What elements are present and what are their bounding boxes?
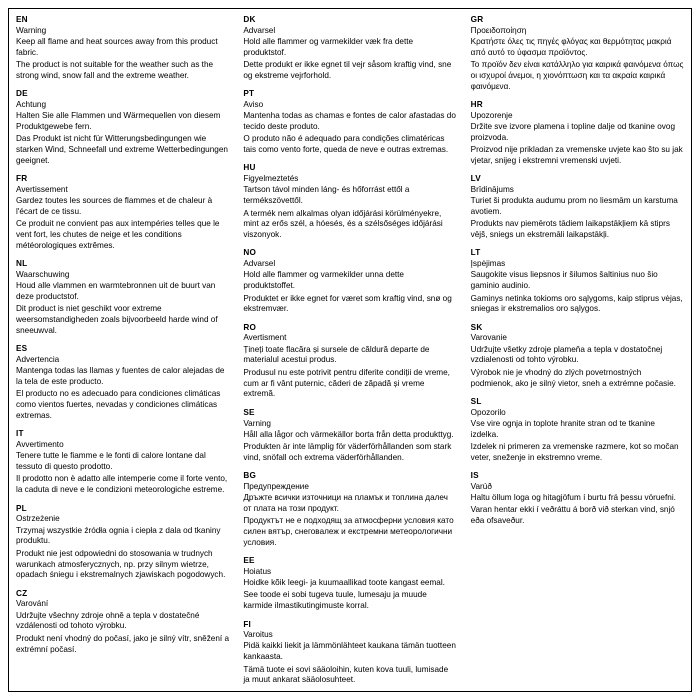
- language-code: PT: [243, 89, 255, 99]
- warning-body: [243, 270, 456, 315]
- language-entry-de: [16, 89, 229, 167]
- language-code: EE: [243, 556, 255, 566]
- warning-line: Продуктът не е подходящ за атмосферни условия като силен вятър, снеговалеж и екстремни метеорологични условия.: [243, 516, 454, 547]
- language-entry-ee: [243, 556, 456, 612]
- language-code: SL: [470, 396, 482, 406]
- language-code: PL: [16, 503, 27, 513]
- language-code: NL: [16, 259, 28, 269]
- language-entry-pt: [243, 89, 456, 156]
- warning-line: Produkten är inte lämplig för väderförhållanden som stark vind, snöfall och extrema väderförhållanden.: [243, 441, 452, 462]
- warning-line: Κρατήστε όλες τις πηγές φλόγας και θερμότητας μακριά από αυτό το ύφασμα προϊόντος.: [470, 36, 672, 57]
- warning-line: Keep all flame and heat sources away from this product fabric.: [16, 36, 218, 57]
- warning-heading: Varning: [243, 418, 271, 428]
- warning-body: [16, 196, 229, 252]
- warning-line: Tämä tuote ei sovi sääoloihin, kuten kova tuuli, lumisade ja muut ankarat sääolosuhteet.: [243, 664, 449, 685]
- warning-body: [16, 37, 229, 82]
- language-entry-sl: [471, 397, 684, 464]
- language-entry-sk: [471, 323, 684, 390]
- language-entry-fr: [16, 174, 229, 252]
- warning-line: Udržujte všetky zdroje plameňa a tepla v dostatočnej vzdialenosti od tohto výrobku.: [470, 344, 663, 365]
- column-right: [464, 9, 691, 691]
- language-entry-lv: [471, 174, 684, 241]
- warning-line: Pidä kaikki liekit ja lämmönlähteet kaukana tämän tuotteen kankaasta.: [243, 641, 456, 662]
- column-left: [9, 9, 236, 691]
- language-code: DK: [243, 15, 256, 24]
- language-entry-lt: [471, 248, 684, 315]
- warning-heading: Waarschuwing: [16, 270, 70, 280]
- warning-line: Το προϊόν δεν είναι κατάλληλο για καιρικά φαινόμενα όπως οι ισχυροί άνεμοι, η χιονόπτωση και τα ακραία καιρικά φαινόμενα.: [470, 60, 684, 91]
- warning-body: [471, 196, 684, 241]
- warning-heading: Advertencia: [16, 355, 60, 365]
- warning-line: Hold alle flammer og varmekilder væk fra dette produktstof.: [243, 36, 414, 57]
- warning-heading: Avvertimento: [16, 440, 64, 450]
- warning-line: The product is not suitable for the weather such as the strong wind, snow fall and the extreme weather.: [16, 60, 214, 80]
- warning-body: [16, 611, 229, 656]
- warning-body: [16, 366, 229, 422]
- language-code: IT: [16, 429, 24, 439]
- language-code: HR: [470, 100, 483, 110]
- warning-heading: Avertisment: [243, 333, 287, 343]
- language-code: RO: [243, 322, 257, 332]
- language-entry-it: [16, 429, 229, 496]
- warning-line: Produsul nu este potrivit pentru diferite condiții de vreme, cum ar fi vânt puternic, căderi de zăpadă și vreme extremă.: [243, 367, 450, 399]
- language-code: ES: [16, 344, 28, 354]
- language-code: LV: [470, 174, 481, 184]
- warning-line: Proizvod nije prikladan za vremenske uvjete kao što su jak vjetar, snijeg i ekstremni vremenski uvjeti.: [470, 145, 683, 165]
- warning-line: El producto no es adecuado para condiciones climáticas como vientos fuertes, nevadas y condiciones climáticas extremas.: [16, 389, 221, 421]
- warning-line: Hoidke kõik leegi- ja kuumaallikad toote kangast eemal.: [243, 578, 445, 588]
- language-code: LT: [470, 248, 481, 258]
- warning-line: Țineți toate flacăra și sursele de căldură departe de materialul acestui produs.: [243, 344, 430, 365]
- language-code: EN: [16, 15, 28, 24]
- warning-line: Hold alle flammer og varmekilder unna dette produktstoffet.: [243, 270, 404, 291]
- language-entry-nl: [16, 259, 229, 337]
- warning-body: [471, 419, 684, 464]
- warning-body: [471, 493, 684, 527]
- warning-line: Produkts nav piemērots tādiem laikapstākļiem kā stiprs vējš, sniegs un ekstremāli laikapstākļi.: [470, 219, 670, 240]
- warning-heading: Aviso: [243, 99, 264, 109]
- warning-line: Držite sve izvore plamena i topline dalje od tkanine ovog proizvoda.: [470, 121, 676, 142]
- language-code: CZ: [16, 588, 28, 598]
- warning-body: [243, 493, 456, 549]
- warning-line: See toode ei sobi tugeva tuule, lumesaju ja muude karmide ilmastikutingimuste korral.: [243, 590, 427, 611]
- warning-line: Trzymaj wszystkie źródła ognia i ciepła z dala od tkaniny produktu.: [16, 525, 221, 546]
- warning-line: Mantenha todas as chamas e fontes de calor afastadas do tecido deste produto.: [243, 111, 456, 131]
- warning-line: Tartson távol minden láng- és hőforrást ettől a termékszövettől.: [243, 185, 410, 206]
- language-entry-cz: [16, 589, 229, 656]
- language-code: NO: [243, 248, 257, 258]
- warning-line: Vse vire ognja in toplote hranite stran od te tkanine izdelka.: [470, 418, 655, 439]
- warning-heading: Hoiatus: [243, 566, 272, 576]
- language-code: SE: [243, 407, 255, 417]
- warning-heading: Opozorilo: [470, 407, 506, 417]
- warning-heading: Upozorenje: [470, 110, 513, 120]
- warning-heading: Advarsel: [243, 259, 276, 269]
- warning-heading: Varovanie: [470, 333, 507, 343]
- language-entry-is: [471, 471, 684, 527]
- column-middle: [236, 9, 463, 691]
- warning-body: [243, 111, 456, 156]
- language-code: FR: [16, 174, 28, 184]
- warning-heading: Advarsel: [243, 25, 276, 35]
- warning-line: Gardez toutes les sources de flammes et de chaleur à l'écart de ce tissu.: [16, 196, 213, 216]
- language-entry-pl: [16, 504, 229, 582]
- language-entry-hr: [471, 100, 684, 167]
- warning-body: [16, 281, 229, 337]
- language-code: HU: [243, 163, 256, 173]
- warning-body: [471, 37, 684, 93]
- warning-body: [471, 345, 684, 390]
- warning-line: Produkt není vhodný do počasí, jako je silný vítr, sněžení a extrémní počasí.: [16, 633, 229, 654]
- language-code: BG: [243, 471, 257, 481]
- warning-heading: Предупреждение: [243, 481, 309, 491]
- warning-line: Das Produkt ist nicht für Witterungsbedingungen wie starken Wind, Schneefall und extreme Wetterbedingungen geeignet.: [16, 134, 228, 165]
- warning-heading: Achtung: [16, 99, 47, 109]
- language-code: SK: [470, 322, 483, 332]
- warning-line: Saugokite visus liepsnos ir šilumos šaltinius nuo šio gaminio audinio.: [470, 270, 658, 291]
- language-entry-ro: [243, 323, 456, 401]
- language-entry-fi: [243, 620, 456, 687]
- warning-line: Výrobok nie je vhodný do zlých povetrnostných podmienok, ako je silný vietor, sneh a extrémne počasie.: [470, 367, 676, 388]
- warning-heading: Įspėjimas: [470, 259, 506, 269]
- warning-line: Håll alla lågor och värmekällor borta från detta produkttyg.: [243, 429, 454, 439]
- language-columns: [9, 9, 691, 691]
- language-code: FI: [243, 619, 252, 629]
- warning-body: [243, 185, 456, 241]
- language-entry-dk: [243, 15, 456, 82]
- warning-body: [243, 37, 456, 82]
- warning-line: Tenere tutte le fiamme e le fonti di calore lontane dal tessuto di questo prodotto.: [16, 451, 206, 472]
- warning-line: Dette produkt er ikke egnet til vejr såsom kraftig vind, sne og ekstreme vejrforhold.: [243, 60, 452, 80]
- warning-line: Produktet er ikke egnet for været som kraftig vind, snø og ekstremvær.: [243, 293, 452, 314]
- language-entry-hu: [243, 163, 456, 241]
- warning-heading: Figyelmeztetés: [243, 174, 299, 184]
- warning-line: O produto não é adequado para condições climatéricas tais como vento forte, queda de neve e outras extremas.: [243, 134, 449, 155]
- language-code: GR: [470, 15, 484, 24]
- language-entry-gr: [471, 15, 684, 93]
- warning-heading: Varúð: [470, 481, 492, 491]
- warning-line: Gaminys netinka tokioms oro sąlygoms, kaip stiprus vėjas, sniegas ir ekstremalios oro sąlygos.: [470, 293, 683, 314]
- warning-line: Produkt nie jest odpowiedni do stosowania w trudnych warunkach atmosferycznych, np. przy silnym wietrze, opadach śniegu i ekstremalnych zjawiskach pogodowych.: [16, 548, 226, 580]
- language-entry-no: [243, 248, 456, 315]
- warning-body: [16, 451, 229, 496]
- warning-line: Udržujte všechny zdroje ohně a tepla v dostatečné vzdálenosti od tohoto výrobku.: [16, 610, 200, 631]
- warning-heading: Προειδοποίηση: [470, 25, 527, 35]
- language-code: IS: [470, 471, 479, 481]
- warning-line: Turiet ši produkta audumu prom no liesmām un karstuma avotiem.: [470, 196, 678, 216]
- warning-line: A termék nem alkalmas olyan időjárási körülményekre, mint az erős szél, a hóesés, és a szélsőséges időjárási viszonyok.: [243, 208, 443, 240]
- language-entry-bg: [243, 471, 456, 549]
- warning-heading: Brīdinājums: [470, 185, 514, 195]
- warning-heading: Warning: [16, 25, 47, 35]
- warning-body: [243, 430, 456, 464]
- warning-body: [243, 641, 456, 686]
- warning-heading: Avertissement: [16, 185, 68, 195]
- warning-heading: Varování: [16, 599, 49, 609]
- warning-line: Mantenga todas las llamas y fuentes de calor alejadas de la tela de este producto.: [16, 366, 225, 387]
- language-entry-en: [16, 15, 229, 82]
- warning-line: Il prodotto non è adatto alle intemperie come il forte vento, la caduta di neve e le condizioni meteorologiche estreme.: [16, 474, 228, 495]
- warning-heading: Ostrzeżenie: [16, 514, 60, 524]
- language-entry-se: [243, 408, 456, 464]
- warning-body: [16, 526, 229, 582]
- warning-body: [243, 578, 456, 612]
- warning-line: Haltu öllum loga og hitagjöfum í burtu frá þessu vöruefni.: [470, 493, 676, 503]
- warning-line: Varan hentar ekki í veðráttu á borð við sterkan vind, snjó eða ofsaveður.: [470, 505, 675, 526]
- warning-line: Houd alle vlammen en warmtebronnen uit de buurt van deze productstof.: [16, 281, 216, 302]
- warning-body: [243, 345, 456, 401]
- warning-body: [471, 270, 684, 315]
- warning-line: Halten Sie alle Flammen und Wärmequellen von diesem Produktgewebe fern.: [16, 111, 221, 131]
- warning-body: [471, 122, 684, 167]
- language-entry-es: [16, 344, 229, 422]
- warning-line: Ce produit ne convient pas aux intempéries telles que le vent fort, les chutes de neige et les conditions météorologiques extrêmes.: [16, 219, 220, 250]
- warning-body: [16, 111, 229, 167]
- warning-heading: Varoitus: [243, 630, 273, 640]
- warning-line: Dit product is niet geschikt voor extreme weersomstandigheden zoals bijvoorbeeld harde wind of sneeuwval.: [16, 304, 218, 336]
- warning-line: Дръжте всички източници на пламък и топлина далеч от плата на този продукт.: [243, 493, 448, 513]
- warning-line: Izdelek ni primeren za vremenske razmere, kot so močan veter, sneženje in ekstremno vreme.: [470, 441, 679, 462]
- language-code: DE: [16, 89, 28, 99]
